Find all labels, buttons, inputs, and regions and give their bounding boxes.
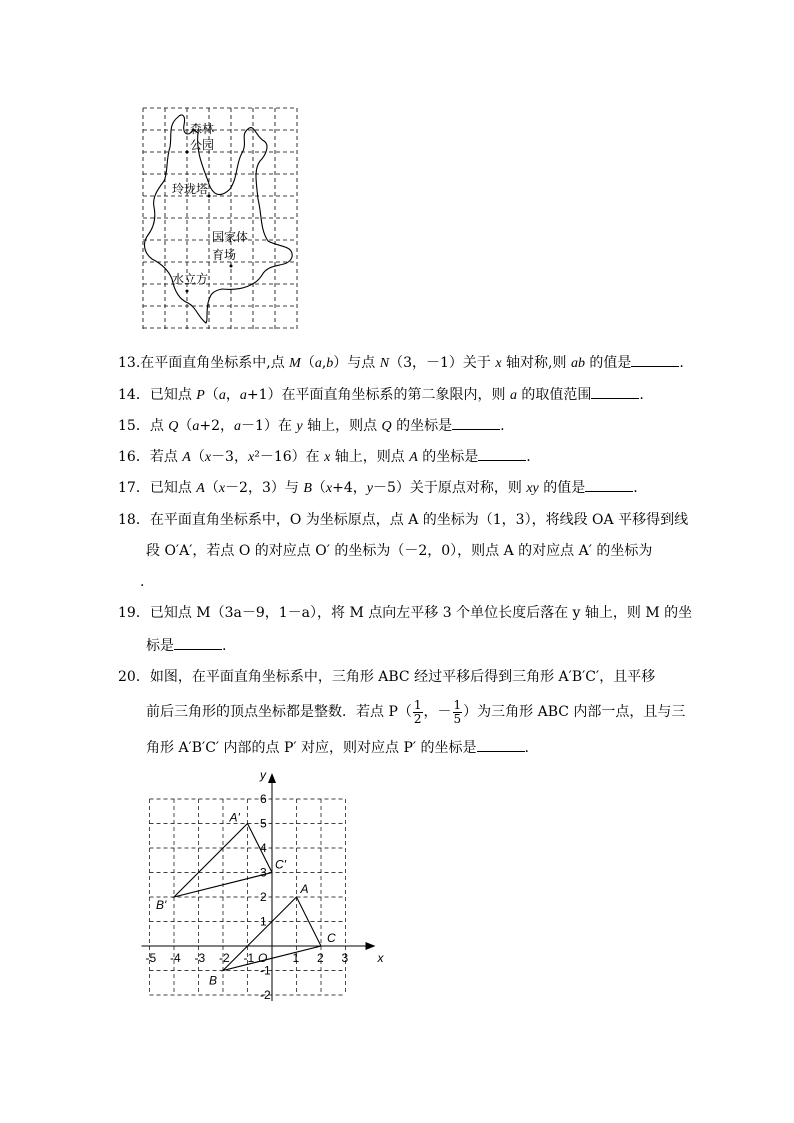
watercube-dot: [186, 290, 189, 293]
tower-label: 玲珑塔: [172, 182, 209, 196]
x-axis-arrow: [366, 942, 376, 950]
stadium-label-1: 国家体: [212, 230, 249, 244]
answer-blank[interactable]: [452, 415, 500, 430]
x-tick-label: 1: [292, 951, 300, 965]
question-20-line2: 前后三角形的顶点坐标都是整数．若点 P（ $\frac{1}{2}$ ，－ $\frac{1}{5}$ ）为三角形 ABC 内部一点，且与三: [146, 697, 686, 726]
x-tick-label: 3: [341, 951, 349, 965]
x-tick-label: 2: [317, 951, 324, 965]
fraction-one-half: $\frac{1}{2}$: [413, 697, 422, 726]
y-tick-label: -2: [260, 988, 271, 1002]
question-13: 13.在平面直角坐标系中,点 M（a,b）与点 N（3，－1）关于 x 轴对称,则 ab 的值是 .: [118, 352, 684, 374]
x-tick-label: -1: [243, 951, 255, 965]
x-tick-label: O: [258, 951, 268, 965]
stadium-label-2: 育场: [212, 248, 237, 262]
y-tick-label: 1: [260, 914, 267, 929]
map-outline: [145, 115, 293, 323]
x-tick-label: -2: [219, 951, 230, 965]
question-15: 15．点 Q（a+2，a－1）在 y 轴上，则点 Q 的坐标是 .: [118, 415, 505, 437]
question-16: 16．若点 A（x－3，x²－16）在 x 轴上，则点 A 的坐标是 .: [118, 446, 531, 468]
y-tick-label: -1: [260, 963, 271, 978]
question-18-line2: 段 O′A′，若点 O 的对应点 O′ 的坐标为（－2，0），则点 A 的对应点 A′ 的坐标为: [146, 543, 653, 559]
question-17: 17．已知点 A（x－2，3）与 B（x+4，y－5）关于原点对称，则 xy 的值是 .: [118, 477, 638, 499]
question-20: 20．如图，在平面直角坐标系中，三角形 ABC 经过平移后得到三角形 A′B′C′，且平移: [118, 669, 656, 685]
forest-label-2: 公园: [190, 138, 215, 152]
vertex-label: A': [229, 810, 240, 825]
answer-blank[interactable]: [591, 384, 639, 399]
map-grid: [143, 108, 297, 332]
vertex-label: B: [209, 973, 218, 988]
vertex-label: C': [275, 857, 286, 872]
watercube-label: 水立方: [172, 272, 209, 286]
y-axis-arrow: [268, 773, 276, 783]
vertex-label: A: [300, 882, 309, 896]
fraction-one-fifth: $\frac{1}{5}$: [453, 697, 462, 726]
vertex-label: C: [327, 931, 336, 945]
answer-blank[interactable]: [477, 737, 525, 752]
forest-label-1: 森林: [190, 122, 215, 136]
y-tick-label: 2: [260, 890, 267, 904]
answer-blank[interactable]: [174, 635, 222, 650]
y-tick-label: 6: [260, 792, 267, 806]
x-tick-label: -3: [194, 951, 206, 965]
map-figure: [138, 103, 308, 339]
y-tick-label: 4: [260, 841, 267, 855]
x-axis-label: x: [377, 951, 384, 965]
vertex-label: B': [156, 898, 167, 912]
coordinate-chart: [130, 765, 390, 1015]
forest-park-dot: [186, 151, 189, 154]
y-tick-label: 3: [260, 865, 267, 880]
stadium-dot: [230, 265, 233, 268]
question-20-line3: 角形 A′B′C′ 内部的点 P′ 对应，则对应点 P′ 的坐标是 .: [146, 737, 529, 758]
y-axis-label: y: [260, 768, 266, 782]
question-19-line2: 标是 .: [146, 635, 226, 656]
x-tick-label: -5: [145, 951, 157, 965]
answer-blank[interactable]: [631, 352, 679, 367]
question-19: 19．已知点 M（3a－9，1－a），将 M 点向左平移 3 个单位长度后落在 y 轴上，则 M 的坐: [118, 605, 693, 621]
y-tick-label: 5: [260, 816, 267, 831]
question-14: 14．已知点 P（a，a+1）在平面直角坐标系的第二象限内，则 a 的取值范围 .: [118, 384, 644, 406]
question-18: 18．在平面直角坐标系中，O 为坐标原点，点 A 的坐标为（1，3），将线段 OA 平移得到线: [118, 512, 689, 528]
x-tick-label: -4: [170, 951, 181, 965]
answer-blank[interactable]: [478, 446, 526, 461]
question-18-line3: .: [140, 574, 145, 590]
answer-blank[interactable]: [585, 477, 633, 492]
